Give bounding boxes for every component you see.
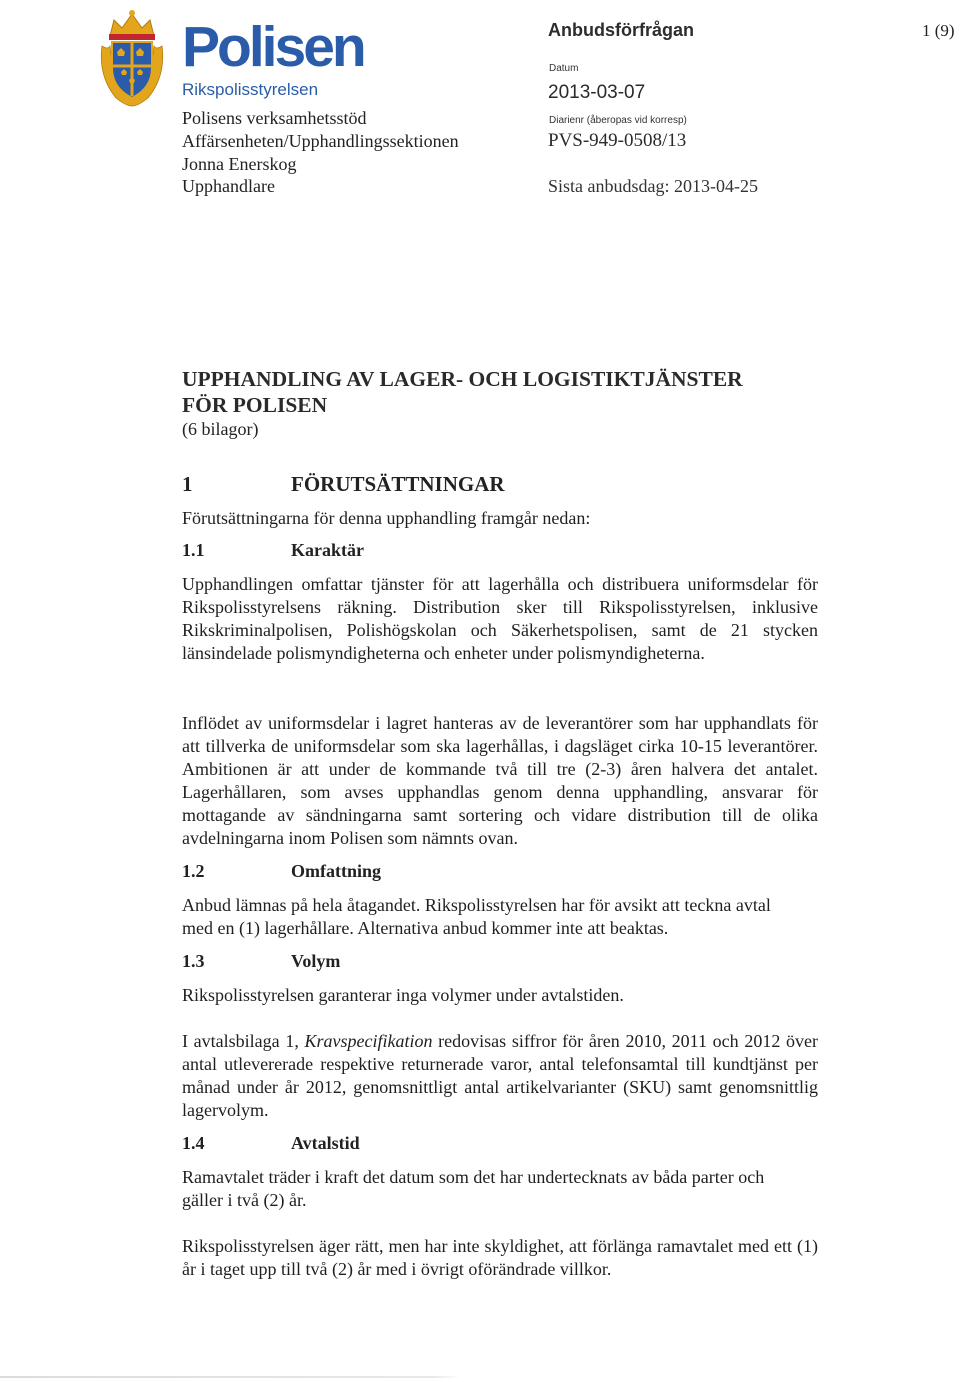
section-1-2-number: 1.2 bbox=[182, 861, 205, 881]
section-1-intro: Förutsättningarna för denna upphandling framgår nedan: bbox=[182, 508, 591, 528]
section-1-2-paragraph-1: Anbud lämnas på hela åtagandet. Rikspolisstyrelsen har för avsikt att teckna avtal med en (1) lagerhållare. Alternativa anbud kommer inte att beaktas. bbox=[182, 895, 771, 938]
section-1-3-paragraph-2-end: redovisas siffror för åren 2010, 2011 och 2012 över antal utlevererade respektive returnerade varor, antal telefonsamtal till kundtjänst per månad under år 2012, genomsnittligt antal artikelvarianter (SKU) samt genomsnittlig lagervolym. bbox=[182, 1031, 818, 1120]
police-crest-icon bbox=[96, 6, 168, 110]
section-1-3-paragraph-2-start: I avtalsbilaga 1, bbox=[182, 1031, 305, 1051]
document-date: 2013-03-07 bbox=[548, 82, 646, 103]
tender-deadline: Sista anbudsdag: 2013-04-25 bbox=[548, 176, 758, 196]
section-1-4-paragraph-2: Rikspolisstyrelsen äger rätt, men har inte skyldighet, att förlänga ramavtalet med ett (1) år i taget upp till två (2) år med i övrigt oförändrade villkor. bbox=[182, 1236, 818, 1279]
registration-number: PVS-949-0508/13 bbox=[548, 130, 687, 151]
section-1-3-number: 1.3 bbox=[182, 951, 205, 971]
section-1-4-paragraph-1: Ramavtalet träder i kraft det datum som det har undertecknats av båda parter och gäller i två (2) år. bbox=[182, 1167, 765, 1210]
department-name: Polisens verksamhetsstöd bbox=[182, 108, 367, 128]
contact-name: Jonna Enerskog bbox=[182, 154, 297, 174]
attachments-count: (6 bilagor) bbox=[182, 419, 259, 439]
section-1-2-title: Omfattning bbox=[291, 861, 381, 881]
section-1-1-paragraph-1: Upphandlingen omfattar tjänster för att lagerhålla och distribuera uniformsdelar för Rikspolisstyrelsens räkning. Distribution sker till Rikspolisstyrelsen, inklusive Rikskriminalpolisen, Polishögskolan och Säkerhetspolisen, samt de 21 stycken länsindelade polismyndigheterna och enheter under polismyndigheterna. bbox=[182, 574, 818, 663]
section-1-4-title: Avtalstid bbox=[291, 1133, 360, 1153]
section-1-3-title: Volym bbox=[291, 951, 341, 971]
section-1-4-number: 1.4 bbox=[182, 1133, 205, 1153]
brand-wordmark: Polisen bbox=[182, 15, 364, 79]
section-1-1-number: 1.1 bbox=[182, 540, 205, 560]
document-type: Anbudsförfrågan bbox=[548, 20, 694, 40]
page-number: 1 (9) bbox=[922, 21, 955, 40]
section-1-number: 1 bbox=[182, 472, 193, 496]
section-1-3-paragraph-2 bbox=[182, 1030, 818, 1122]
registration-number-label: Diarienr (åberopas vid korresp) bbox=[549, 115, 687, 126]
section-1-title: FÖRUTSÄTTNINGAR bbox=[291, 472, 505, 496]
document-title-line-1: UPPHANDLING AV LAGER- OCH LOGISTIKTJÄNSTER bbox=[182, 367, 743, 391]
section-1-1-title: Karaktär bbox=[291, 540, 364, 560]
agency-name: Rikspolisstyrelsen bbox=[182, 80, 319, 99]
document-title-line-2: FÖR POLISEN bbox=[182, 393, 328, 417]
requirements-specification-reference: Kravspecifikation bbox=[304, 1031, 433, 1051]
document-title bbox=[182, 366, 743, 418]
contact-role: Upphandlare bbox=[182, 176, 275, 196]
section-1-1-paragraph-2: Inflödet av uniformsdelar i lagret hanteras av de leverantörer som har upphandlats för att tillverka de uniformsdelar som ska lagerhållas, i dagsläget cirka 10-15 leverantörer. Ambitionen är att under de kommande två till tre (2-3) åren halvera det antalet. Lagerhållaren, som avses upphandlas genom denna upphandling, ansvarar för mottagande av sändningarna samt sortering och vidare distribution till de olika avdelningarna inom Polisen som nämnts ovan. bbox=[182, 713, 818, 848]
page-bottom-edge bbox=[0, 1376, 960, 1378]
date-label: Datum bbox=[549, 63, 579, 74]
section-1-3-paragraph-1: Rikspolisstyrelsen garanterar inga volymer under avtalstiden. bbox=[182, 985, 624, 1005]
unit-name: Affärsenheten/Upphandlingssektionen bbox=[182, 131, 459, 151]
